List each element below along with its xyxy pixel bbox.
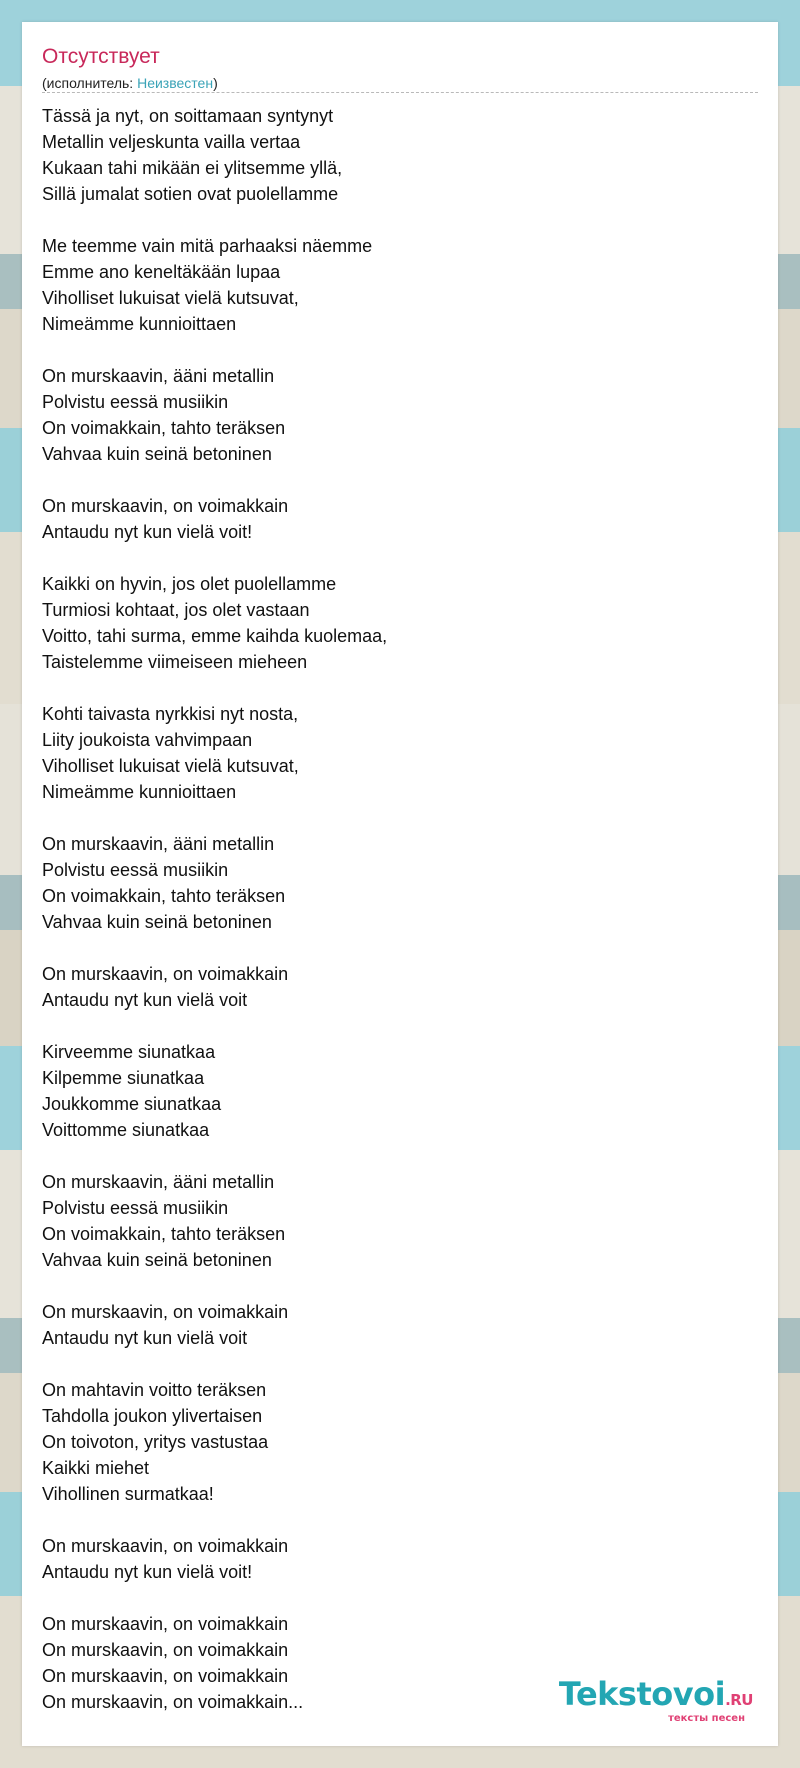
lyrics-stanza <box>42 233 387 337</box>
lyrics-line: On murskaavin, on voimakkain <box>42 496 289 516</box>
lyrics-stanza <box>42 571 387 675</box>
artist-suffix: ) <box>213 75 218 91</box>
lyrics-line: Vihollinen surmatkaa! <box>42 1484 214 1504</box>
lyrics-line: Vahvaa kuin seinä betoninen <box>42 444 272 464</box>
lyrics-stanza <box>42 1533 387 1585</box>
lyrics-line: On murskaavin, on voimakkain <box>42 964 289 984</box>
lyrics-line: Turmiosi kohtaat, jos olet vastaan <box>42 600 310 620</box>
lyrics-text <box>42 103 387 1741</box>
logo-name: Tekstovoi <box>558 1675 726 1713</box>
lyrics-line: Kaikki on hyvin, jos olet puolellamme <box>42 574 337 594</box>
lyrics-line: Nimeämme kunnioittaen <box>42 314 237 334</box>
lyrics-line: On murskaavin, ääni metallin <box>42 1172 275 1192</box>
lyrics-stanza <box>42 103 387 207</box>
lyrics-line: On murskaavin, on voimakkain <box>42 1614 289 1634</box>
artist-line <box>42 74 218 92</box>
lyrics-line: Viholliset lukuisat vielä kutsuvat, <box>42 756 299 776</box>
lyrics-stanza <box>42 1169 387 1273</box>
lyrics-line: Taistelemme viimeiseen mieheen <box>42 652 308 672</box>
lyrics-line: Me teemme vain mitä parhaaksi näemme <box>42 236 373 256</box>
lyrics-line: Antaudu nyt kun vielä voit <box>42 1328 248 1348</box>
title-divider <box>42 92 758 93</box>
lyrics-line: On murskaavin, on voimakkain <box>42 1536 289 1556</box>
lyrics-line: On murskaavin, ääni metallin <box>42 366 275 386</box>
logo-tagline: тексты песен <box>668 1713 745 1724</box>
lyrics-line: Vahvaa kuin seinä betoninen <box>42 912 272 932</box>
lyrics-line: Polvistu eessä musiikin <box>42 860 229 880</box>
logo-tld: .RU <box>725 1691 753 1709</box>
lyrics-line: Antaudu nyt kun vielä voit! <box>42 1562 253 1582</box>
lyrics-line: Voitto, tahi surma, emme kaihda kuolemaa, <box>42 626 388 646</box>
lyrics-line: Emme ano keneltäkään lupaa <box>42 262 281 282</box>
lyrics-line: Kohti taivasta nyrkkisi nyt nosta, <box>42 704 299 724</box>
lyrics-stanza <box>42 493 387 545</box>
lyrics-line: Polvistu eessä musiikin <box>42 392 229 412</box>
lyrics-card <box>22 22 778 1746</box>
lyrics-line: Antaudu nyt kun vielä voit! <box>42 522 253 542</box>
lyrics-line: Kaikki miehet <box>42 1458 150 1478</box>
lyrics-line: On toivoton, yritys vastustaa <box>42 1432 269 1452</box>
lyrics-line: Sillä jumalat sotien ovat puolellamme <box>42 184 339 204</box>
lyrics-stanza <box>42 1039 387 1143</box>
lyrics-line: Liity joukoista vahvimpaan <box>42 730 253 750</box>
logo-wordmark <box>559 1677 753 1717</box>
artist-link[interactable]: Неизвестен <box>137 75 214 91</box>
lyrics-line: Tahdolla joukon ylivertaisen <box>42 1406 263 1426</box>
lyrics-line: Vahvaa kuin seinä betoninen <box>42 1250 272 1270</box>
lyrics-stanza <box>42 831 387 935</box>
lyrics-line: Joukkomme siunatkaa <box>42 1094 222 1114</box>
song-title: Отсутствует <box>42 45 160 68</box>
lyrics-line: Kilpemme siunatkaa <box>42 1068 205 1088</box>
lyrics-line: Nimeämme kunnioittaen <box>42 782 237 802</box>
lyrics-line: On mahtavin voitto teräksen <box>42 1380 267 1400</box>
lyrics-line: On murskaavin, on voimakkain <box>42 1640 289 1660</box>
artist-prefix: (исполнитель: <box>42 75 138 91</box>
site-logo[interactable] <box>559 1677 753 1724</box>
lyrics-line: Kukaan tahi mikään ei ylitsemme yllä, <box>42 158 343 178</box>
lyrics-stanza <box>42 1377 387 1507</box>
lyrics-line: On murskaavin, on voimakkain <box>42 1666 289 1686</box>
lyrics-stanza <box>42 1299 387 1351</box>
lyrics-line: On murskaavin, on voimakkain <box>42 1302 289 1322</box>
lyrics-line: Metallin veljeskunta vailla vertaa <box>42 132 301 152</box>
lyrics-line: Kirveemme siunatkaa <box>42 1042 216 1062</box>
lyrics-line: Antaudu nyt kun vielä voit <box>42 990 248 1010</box>
lyrics-line: On murskaavin, ääni metallin <box>42 834 275 854</box>
lyrics-line: On voimakkain, tahto teräksen <box>42 1224 286 1244</box>
lyrics-stanza <box>42 961 387 1013</box>
lyrics-stanza <box>42 1611 387 1715</box>
lyrics-stanza <box>42 363 387 467</box>
lyrics-line: On voimakkain, tahto teräksen <box>42 418 286 438</box>
lyrics-line: On voimakkain, tahto teräksen <box>42 886 286 906</box>
lyrics-line: Polvistu eessä musiikin <box>42 1198 229 1218</box>
lyrics-line: On murskaavin, on voimakkain... <box>42 1692 304 1712</box>
lyrics-line: Viholliset lukuisat vielä kutsuvat, <box>42 288 299 308</box>
lyrics-line: Tässä ja nyt, on soittamaan syntynyt <box>42 106 334 126</box>
lyrics-stanza <box>42 701 387 805</box>
lyrics-line: Voittomme siunatkaa <box>42 1120 210 1140</box>
